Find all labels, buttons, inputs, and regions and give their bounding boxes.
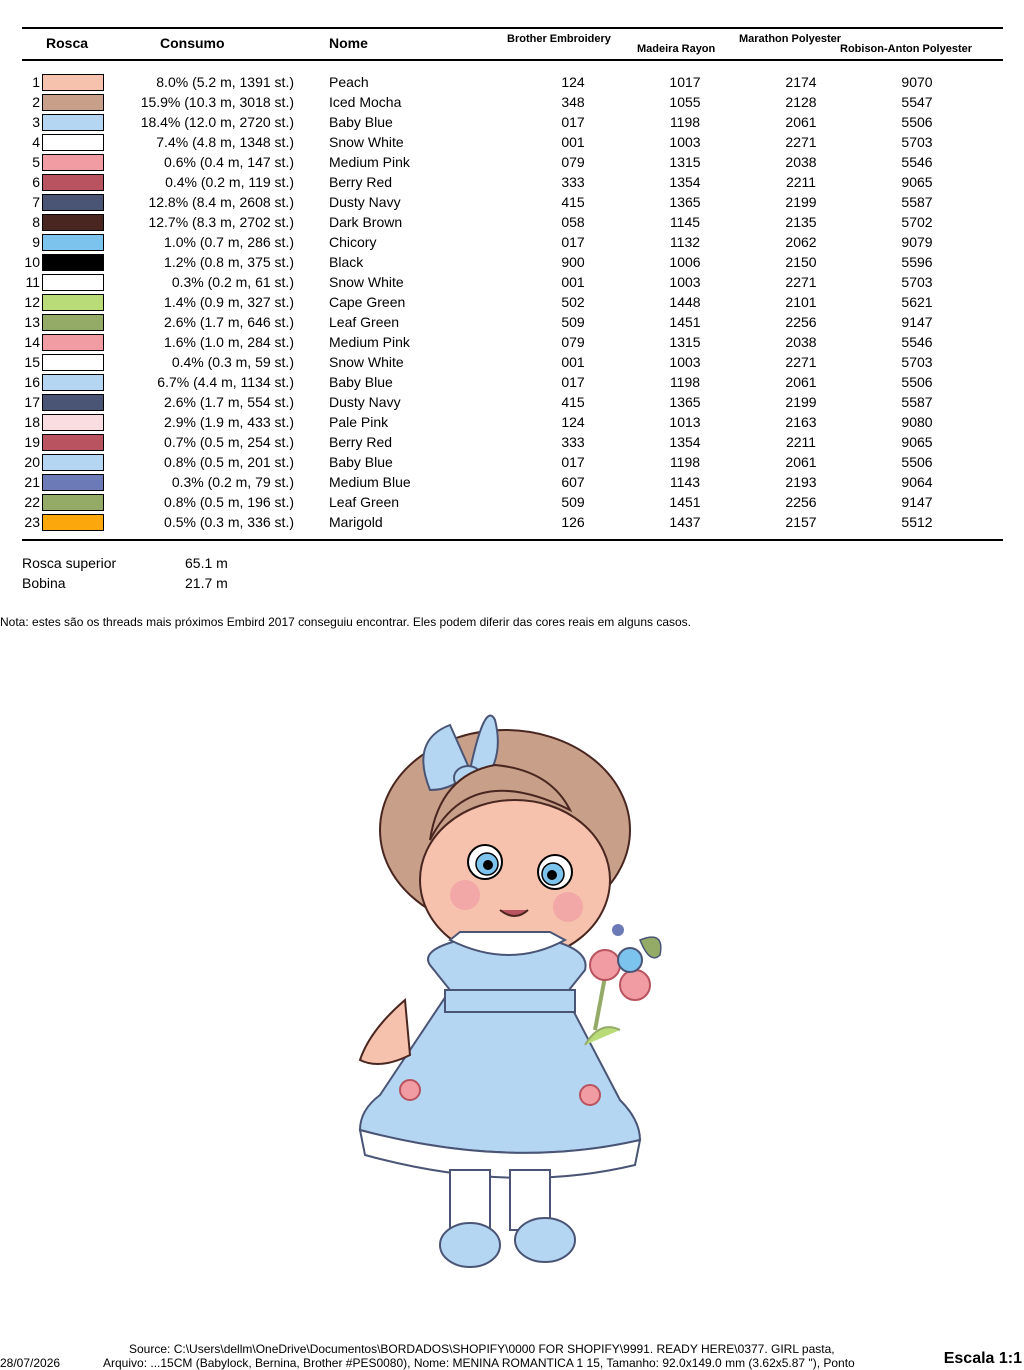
row-robison: 5587 — [901, 194, 933, 210]
row-consumo: 7.4% (4.8 m, 1348 st.) — [156, 134, 294, 150]
row-marathon: 2038 — [785, 154, 817, 170]
row-madeira: 1315 — [669, 154, 701, 170]
table-row — [0, 292, 1024, 312]
thread-color-swatch — [42, 114, 104, 131]
row-consumo: 0.3% (0.2 m, 61 st.) — [171, 274, 294, 290]
row-marathon: 2174 — [785, 74, 817, 90]
row-marathon: 2193 — [785, 474, 817, 490]
row-brother: 415 — [561, 394, 585, 410]
row-number: 9 — [32, 234, 40, 250]
row-madeira: 1437 — [669, 514, 701, 530]
row-madeira: 1132 — [669, 234, 701, 250]
row-robison: 9079 — [901, 234, 933, 250]
row-brother: 509 — [561, 314, 585, 330]
row-marathon: 2199 — [785, 194, 817, 210]
row-madeira: 1017 — [669, 74, 701, 90]
row-madeira: 1003 — [669, 274, 701, 290]
row-brother: 348 — [561, 94, 585, 110]
row-consumo: 12.8% (8.4 m, 2608 st.) — [148, 194, 294, 210]
row-marathon: 2157 — [785, 514, 817, 530]
row-number: 15 — [24, 354, 40, 370]
footer-arquivo: Arquivo: ...15CM (Babylock, Bernina, Brother #PES0080), Nome: MENINA ROMANTICA 1 15, Tamanho: 92.0x149.0 mm (3.62x5.87 "), Ponto — [103, 1356, 855, 1370]
row-brother: 058 — [561, 214, 585, 230]
row-robison: 9064 — [901, 474, 933, 490]
row-madeira: 1315 — [669, 334, 701, 350]
thread-color-swatch — [42, 134, 104, 151]
row-nome: Dark Brown — [329, 214, 403, 230]
disclaimer-note: Nota: estes são os threads mais próximos Embird 2017 conseguiu encontrar. Eles podem diferir das cores reais em alguns casos. — [0, 615, 692, 629]
row-number: 11 — [25, 274, 40, 290]
row-madeira: 1198 — [669, 114, 701, 130]
row-nome: Medium Pink — [329, 334, 410, 350]
embroidery-design-preview — [320, 700, 700, 1280]
table-row — [0, 352, 1024, 372]
row-marathon: 2150 — [785, 254, 817, 270]
row-consumo: 1.2% (0.8 m, 375 st.) — [164, 254, 294, 270]
table-row — [0, 192, 1024, 212]
thread-color-swatch — [42, 234, 104, 251]
row-brother: 415 — [561, 194, 585, 210]
row-marathon: 2062 — [785, 234, 817, 250]
row-brother: 079 — [561, 334, 585, 350]
footer-scale: Escala 1:1 — [943, 1350, 1022, 1367]
row-brother: 001 — [561, 354, 585, 370]
row-number: 14 — [24, 334, 40, 350]
row-nome: Snow White — [329, 134, 404, 150]
row-consumo: 6.7% (4.4 m, 1134 st.) — [157, 374, 294, 390]
row-nome: Snow White — [329, 274, 404, 290]
thread-color-swatch — [42, 174, 104, 191]
thread-color-swatch — [42, 494, 104, 511]
table-header-rule — [22, 59, 1003, 61]
row-consumo: 2.9% (1.9 m, 433 st.) — [164, 414, 294, 430]
row-madeira: 1451 — [669, 494, 701, 510]
table-row — [0, 312, 1024, 332]
table-row — [0, 492, 1024, 512]
row-madeira: 1143 — [669, 474, 701, 490]
row-robison: 5546 — [901, 154, 933, 170]
row-robison: 5546 — [901, 334, 933, 350]
row-madeira: 1448 — [669, 294, 701, 310]
thread-color-swatch — [42, 514, 104, 531]
table-row — [0, 432, 1024, 452]
thread-color-swatch — [42, 254, 104, 271]
row-consumo: 0.8% (0.5 m, 196 st.) — [164, 494, 294, 510]
row-number: 6 — [32, 174, 40, 190]
row-robison: 5587 — [901, 394, 933, 410]
row-brother: 017 — [561, 374, 585, 390]
row-nome: Medium Blue — [329, 474, 411, 490]
header-robison: Robison-Anton Polyester — [840, 43, 973, 55]
row-number: 22 — [24, 494, 40, 510]
row-number: 5 — [32, 154, 40, 170]
table-row — [0, 512, 1024, 532]
footer-date: 28/07/2026 — [0, 1356, 61, 1370]
table-bottom-rule — [22, 539, 1003, 541]
row-brother: 502 — [561, 294, 585, 310]
row-number: 17 — [24, 394, 40, 410]
thread-color-swatch — [42, 214, 104, 231]
row-number: 19 — [24, 434, 40, 450]
row-madeira: 1006 — [669, 254, 701, 270]
table-row — [0, 372, 1024, 392]
row-marathon: 2163 — [785, 414, 817, 430]
thread-color-swatch — [42, 434, 104, 451]
row-nome: Peach — [329, 74, 369, 90]
row-consumo: 0.7% (0.5 m, 254 st.) — [164, 434, 294, 450]
row-brother: 509 — [561, 494, 585, 510]
row-number: 8 — [32, 214, 40, 230]
header-consumo: Consumo — [160, 35, 225, 51]
row-marathon: 2256 — [785, 494, 817, 510]
row-nome: Berry Red — [329, 174, 393, 190]
table-row — [0, 72, 1024, 92]
thread-color-swatch — [42, 154, 104, 171]
summary-superior-value: 65.1 m — [185, 555, 228, 571]
row-nome: Baby Blue — [329, 454, 393, 470]
row-number: 23 — [24, 514, 40, 530]
header-brother: Brother Embroidery — [507, 33, 611, 45]
thread-color-swatch — [42, 334, 104, 351]
row-robison: 5596 — [901, 254, 933, 270]
thread-color-swatch — [42, 474, 104, 491]
row-robison: 5703 — [901, 354, 933, 370]
row-brother: 124 — [561, 74, 585, 90]
table-row — [0, 112, 1024, 132]
row-marathon: 2271 — [785, 274, 817, 290]
row-number: 12 — [24, 294, 40, 310]
row-nome: Dusty Navy — [329, 194, 401, 210]
table-row — [0, 92, 1024, 112]
row-robison: 9147 — [901, 494, 933, 510]
table-row — [0, 152, 1024, 172]
row-brother: 124 — [561, 414, 585, 430]
row-nome: Leaf Green — [329, 494, 400, 510]
table-row — [0, 392, 1024, 412]
row-consumo: 1.4% (0.9 m, 327 st.) — [164, 294, 294, 310]
row-number: 7 — [32, 194, 40, 210]
thread-color-swatch — [42, 194, 104, 211]
row-number: 3 — [32, 114, 40, 130]
row-number: 16 — [24, 374, 40, 390]
row-marathon: 2101 — [785, 294, 817, 310]
row-madeira: 1451 — [669, 314, 701, 330]
row-robison: 5506 — [901, 454, 933, 470]
row-robison: 9065 — [901, 174, 933, 190]
row-brother: 017 — [561, 234, 585, 250]
header-marathon: Marathon Polyester — [739, 33, 842, 45]
row-robison: 5703 — [901, 134, 933, 150]
row-marathon: 2256 — [785, 314, 817, 330]
row-brother: 017 — [561, 454, 585, 470]
row-brother: 001 — [561, 274, 585, 290]
row-number: 4 — [32, 134, 40, 150]
row-robison: 9065 — [901, 434, 933, 450]
row-nome: Dusty Navy — [329, 394, 401, 410]
row-marathon: 2061 — [785, 114, 817, 130]
row-consumo: 0.3% (0.2 m, 79 st.) — [171, 474, 294, 490]
table-row — [0, 332, 1024, 352]
row-number: 21 — [24, 474, 40, 490]
row-brother: 333 — [561, 174, 585, 190]
row-nome: Snow White — [329, 354, 404, 370]
row-consumo: 0.8% (0.5 m, 201 st.) — [164, 454, 294, 470]
row-marathon: 2135 — [785, 214, 817, 230]
row-consumo: 0.4% (0.3 m, 59 st.) — [171, 354, 294, 370]
row-robison: 5512 — [901, 514, 933, 530]
summary-superior-label: Rosca superior — [22, 555, 117, 571]
summary-bobina-label: Bobina — [22, 575, 66, 591]
row-consumo: 1.0% (0.7 m, 286 st.) — [164, 234, 294, 250]
row-marathon: 2128 — [785, 94, 817, 110]
table-row — [0, 412, 1024, 432]
row-consumo: 2.6% (1.7 m, 646 st.) — [164, 314, 294, 330]
row-brother: 017 — [561, 114, 585, 130]
row-nome: Pale Pink — [329, 414, 389, 430]
row-marathon: 2271 — [785, 354, 817, 370]
row-madeira: 1365 — [669, 194, 701, 210]
row-nome: Medium Pink — [329, 154, 410, 170]
row-number: 18 — [24, 414, 40, 430]
row-nome: Baby Blue — [329, 374, 393, 390]
table-row — [0, 212, 1024, 232]
row-nome: Baby Blue — [329, 114, 393, 130]
row-madeira: 1145 — [669, 214, 701, 230]
row-nome: Cape Green — [329, 294, 406, 310]
row-brother: 126 — [561, 514, 585, 530]
table-row — [0, 232, 1024, 252]
row-nome: Marigold — [329, 514, 383, 530]
row-number: 10 — [24, 254, 40, 270]
thread-color-swatch — [42, 314, 104, 331]
row-number: 1 — [32, 74, 40, 90]
header-rosca: Rosca — [46, 35, 89, 51]
row-marathon: 2038 — [785, 334, 817, 350]
row-madeira: 1198 — [669, 454, 701, 470]
row-marathon: 2199 — [785, 394, 817, 410]
row-madeira: 1365 — [669, 394, 701, 410]
row-robison: 9080 — [901, 414, 933, 430]
row-brother: 900 — [561, 254, 585, 270]
row-nome: Chicory — [329, 234, 377, 250]
row-madeira: 1003 — [669, 134, 701, 150]
row-madeira: 1003 — [669, 354, 701, 370]
thread-color-swatch — [42, 294, 104, 311]
row-consumo: 0.5% (0.3 m, 336 st.) — [164, 514, 294, 530]
row-marathon: 2211 — [785, 434, 817, 450]
row-marathon: 2211 — [785, 174, 817, 190]
row-consumo: 8.0% (5.2 m, 1391 st.) — [156, 74, 294, 90]
table-row — [0, 132, 1024, 152]
row-robison: 5506 — [901, 374, 933, 390]
row-brother: 607 — [561, 474, 585, 490]
row-madeira: 1013 — [669, 414, 701, 430]
thread-color-swatch — [42, 374, 104, 391]
thread-color-swatch — [42, 394, 104, 411]
footer-source: Source: C:\Users\dellm\OneDrive\Documentos\BORDADOS\SHOPIFY\0000 FOR SHOPIFY\9991. READY HERE\0377. GIRL pasta, — [129, 1342, 835, 1356]
table-row — [0, 272, 1024, 292]
row-nome: Iced Mocha — [329, 94, 402, 110]
row-marathon: 2271 — [785, 134, 817, 150]
summary-bobina-value: 21.7 m — [185, 575, 228, 591]
row-consumo: 18.4% (12.0 m, 2720 st.) — [140, 114, 294, 130]
row-madeira: 1354 — [669, 174, 701, 190]
row-marathon: 2061 — [785, 374, 817, 390]
table-row — [0, 252, 1024, 272]
row-brother: 333 — [561, 434, 585, 450]
row-robison: 5506 — [901, 114, 933, 130]
row-consumo: 1.6% (1.0 m, 284 st.) — [164, 334, 294, 350]
row-nome: Berry Red — [329, 434, 393, 450]
table-row — [0, 452, 1024, 472]
row-number: 2 — [32, 94, 40, 110]
header-madeira: Madeira Rayon — [637, 43, 716, 55]
row-robison: 5703 — [901, 274, 933, 290]
row-robison: 5621 — [901, 294, 933, 310]
row-number: 20 — [24, 454, 40, 470]
row-robison: 5702 — [901, 214, 933, 230]
table-row — [0, 172, 1024, 192]
row-madeira: 1055 — [669, 94, 701, 110]
row-nome: Leaf Green — [329, 314, 400, 330]
thread-color-swatch — [42, 74, 104, 91]
thread-color-swatch — [42, 94, 104, 111]
table-top-rule — [22, 27, 1003, 29]
row-consumo: 0.4% (0.2 m, 119 st.) — [165, 174, 294, 190]
row-madeira: 1198 — [669, 374, 701, 390]
row-brother: 001 — [561, 134, 585, 150]
row-consumo: 15.9% (10.3 m, 3018 st.) — [140, 94, 294, 110]
row-robison: 9070 — [901, 74, 933, 90]
row-consumo: 0.6% (0.4 m, 147 st.) — [164, 154, 294, 170]
thread-color-swatch — [42, 354, 104, 371]
thread-color-swatch — [42, 414, 104, 431]
row-robison: 9147 — [901, 314, 933, 330]
row-marathon: 2061 — [785, 454, 817, 470]
row-nome: Black — [329, 254, 364, 270]
row-brother: 079 — [561, 154, 585, 170]
thread-color-swatch — [42, 454, 104, 471]
row-consumo: 2.6% (1.7 m, 554 st.) — [164, 394, 294, 410]
thread-color-swatch — [42, 274, 104, 291]
row-madeira: 1354 — [669, 434, 701, 450]
row-number: 13 — [24, 314, 40, 330]
header-nome: Nome — [329, 35, 368, 51]
row-consumo: 12.7% (8.3 m, 2702 st.) — [148, 214, 294, 230]
row-robison: 5547 — [901, 94, 933, 110]
table-row — [0, 472, 1024, 492]
